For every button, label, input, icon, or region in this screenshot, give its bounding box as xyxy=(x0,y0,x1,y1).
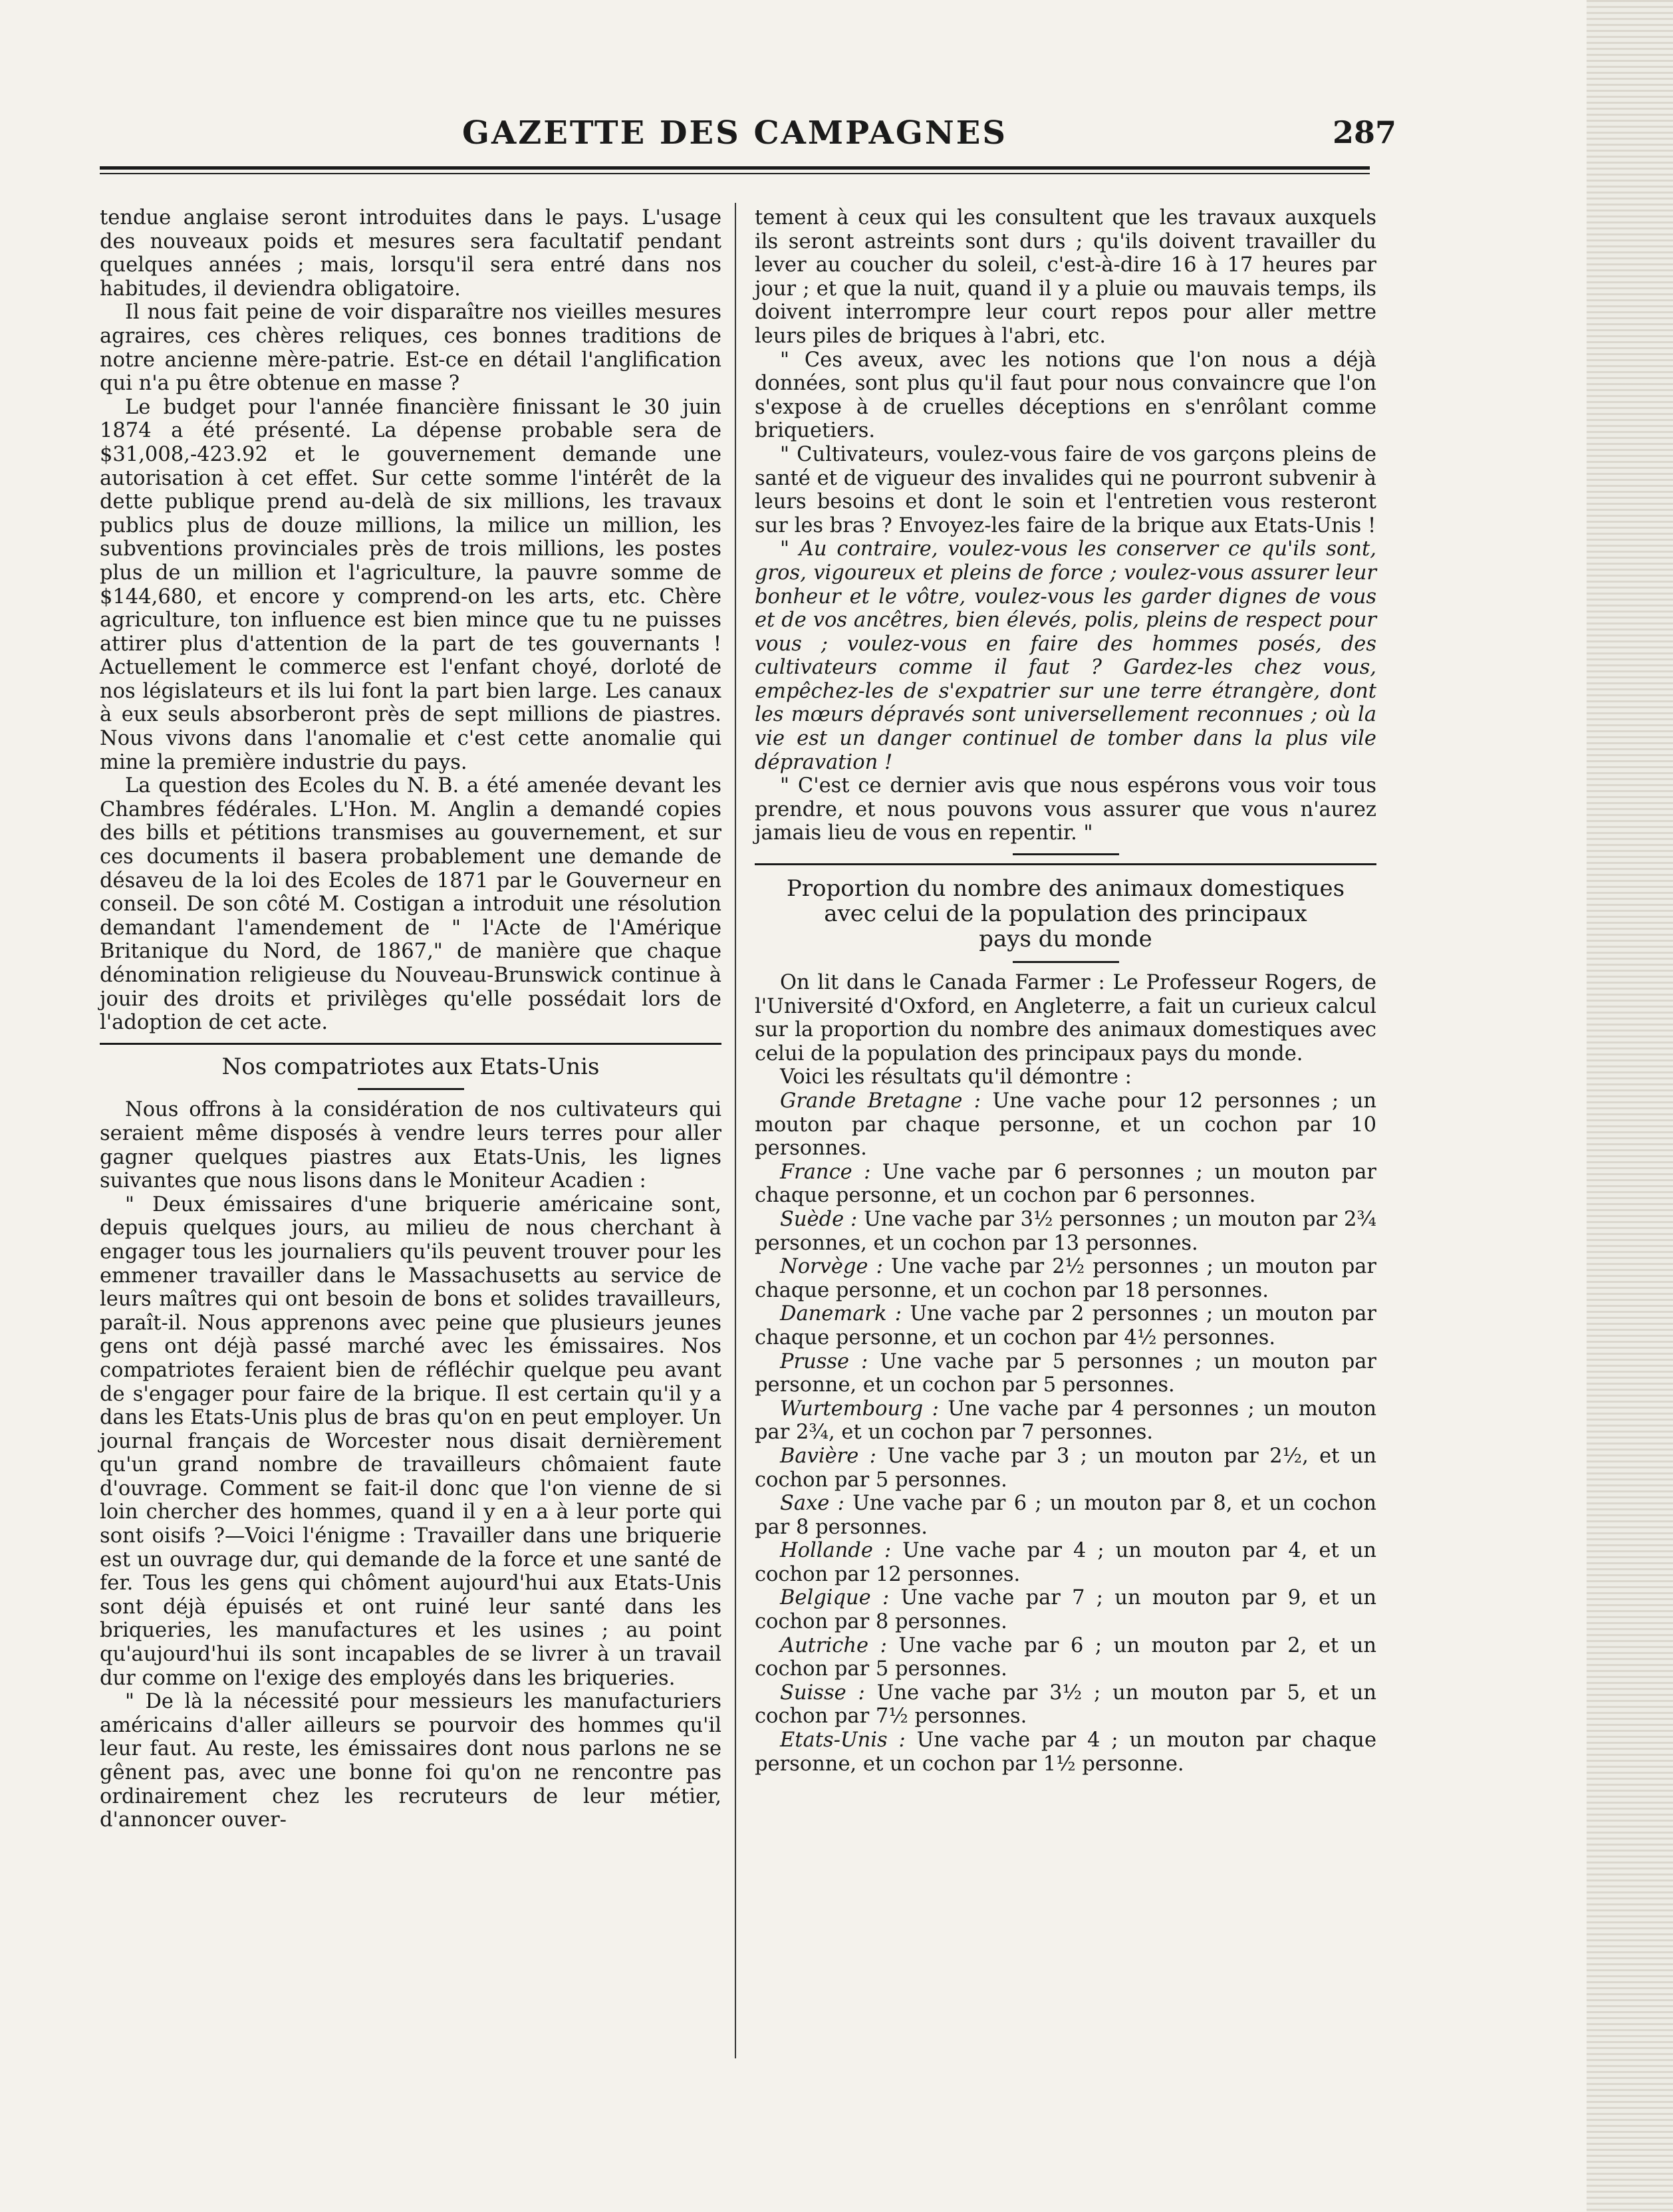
article-paragraph: Il nous fait peine de voir disparaître nos vieilles mesures agraires, ces chères reliques, ces bonnes traditions de notre ancienne mère-patrie. Est-ce en détail l'anglification qui n'a pu être obtenue en masse ? xyxy=(100,301,721,396)
article-paragraph: " C'est ce dernier avis que nous espérons vous voir tous prendre, et nous pouvons vous assurer que vous n'aurez jamais lieu de vous en repentir. " xyxy=(755,774,1376,845)
country-ratios: Une vache pour 12 personnes ; un mouton par chaque personne, et un cochon par 10 personnes. xyxy=(755,1089,1376,1161)
country-entry xyxy=(755,1539,1376,1586)
header-rule-thin xyxy=(100,173,1370,174)
country-ratios: Une vache par 4 ; un mouton par chaque personne, et un cochon par 1½ personne. xyxy=(755,1728,1376,1776)
right-column xyxy=(755,206,1376,1776)
country-entry xyxy=(755,1255,1376,1302)
country-entry xyxy=(755,1208,1376,1255)
article-paragraph: " De là la nécessité pour messieurs les manufacturiers américains d'aller ailleurs se pourvoir des hommes qu'il leur faut. Au reste, les émissaires dont nous parlons ne se gênent pas, avec une bonne foi qu'on ne rencontre pas ordinairement chez les recruteurs de leur métier, d'annoncer ouver- xyxy=(100,1690,721,1832)
article-paragraph: La question des Ecoles du N. B. a été amenée devant les Chambres fédérales. L'Hon. M. Anglin a demandé copies des bills et pétitions transmises au gouvernement, et sur ces documents il basera probablement une demande de désaveu de la loi des Ecoles de 1871 par le Gouverneur en conseil. De son côté M. Costigan a introduit une résolution demandant l'amendement de " l'Acte de l'Amérique Britanique du Nord, de 1867," de manière que chaque dénomination religieuse du Nouveau-Brunswick continue à jouir des droits et privilèges qu'elle possédait lors de l'adoption de cet acte. xyxy=(100,774,721,1035)
heading-underline xyxy=(358,1088,464,1090)
country-entry xyxy=(755,1350,1376,1397)
country-entry xyxy=(755,1586,1376,1633)
country-list xyxy=(755,1089,1376,1776)
article-paragraph: Voici les résultats qu'il démontre : xyxy=(780,1065,1132,1089)
page-header xyxy=(100,106,1396,166)
section-separator xyxy=(1013,853,1119,855)
country-ratios: Une vache par 6 ; un mouton par 2, et un cochon par 5 personnes. xyxy=(755,1633,1376,1681)
country-name: Prusse : xyxy=(780,1349,868,1373)
country-name: Wurtembourg : xyxy=(780,1397,939,1421)
article-paragraph: " Ces aveux, avec les notions que l'on nous a déjà données, sont plus qu'il faut pour nous convaincre que l'on s'expose à de cruelles déceptions en s'enrôlant comme briquetiers. xyxy=(755,348,1376,443)
country-name: Norvège : xyxy=(780,1255,883,1279)
country-ratios: Une vache par 3½ ; un mouton par 5, et un cochon par 7½ personnes. xyxy=(755,1681,1376,1728)
country-ratios: Une vache par 7 ; un mouton par 9, et un cochon par 8 personnes. xyxy=(755,1586,1376,1634)
heading-underline xyxy=(1013,961,1119,963)
country-ratios: Une vache par 2½ personnes ; un mouton par chaque personne, et un cochon par 18 personnes. xyxy=(755,1255,1376,1302)
article-paragraph: " Cultivateurs, voulez-vous faire de vos garçons pleins de santé et de vigueur des invalides qui ne pourront subvenir à leurs besoins et dont le soin et l'entretien vous resteront sur les bras ? Envoyez-les faire de la brique aux Etats-Unis ! xyxy=(755,442,1376,537)
binding-edge xyxy=(1587,0,1673,2212)
newspaper-page xyxy=(100,106,1396,2102)
country-name: Saxe : xyxy=(780,1492,844,1516)
country-name: Suisse : xyxy=(780,1681,865,1705)
country-entry xyxy=(755,1302,1376,1349)
section-rule xyxy=(100,1043,721,1045)
country-name: Belgique : xyxy=(780,1586,890,1610)
article-paragraph: tendue anglaise seront introduites dans le pays. L'usage des nouveaux poids et mesures sera facultatif pendant quelques années ; mais, lorsqu'il sera entré dans nos habitudes, il deviendra obligatoire. xyxy=(100,206,721,301)
section-rule xyxy=(755,863,1376,865)
column-divider xyxy=(735,203,736,2058)
country-name: Danemark : xyxy=(780,1302,902,1326)
country-entry xyxy=(755,1728,1376,1776)
left-column xyxy=(100,206,721,1832)
country-name: Etats-Unis : xyxy=(780,1728,906,1752)
article-paragraph: " Au contraire, voulez-vous les conserver ce qu'ils sont, gros, vigoureux et pleins de force ; voulez-vous assurer leur bonheur et le vôtre, voulez-vous les garder dignes de vous et de vos ancêtres, bien élevés, polis, pleins de respect pour vous ; voulez-vous en faire des hommes posés, des cultivateurs comme il faut ? Gardez-les chez vous, empêchez-les de s'expatrier sur une terre étrangère, dont les mœurs dépravés sont universellement reconnues ; où la vie est un danger continuel de tomber dans la plus vile dépravation ! xyxy=(755,537,1376,774)
country-name: Hollande : xyxy=(780,1539,892,1563)
country-ratios: Une vache par 6 ; un mouton par 8, et un cochon par 8 personnes. xyxy=(755,1492,1376,1539)
article-paragraph: Le budget pour l'année financière finissant le 30 juin 1874 a été présenté. La dépense probable sera de $31,008,-423.92 et le gouvernement demande une autorisation à cet effet. Sur cette somme l'intérêt de la dette publique prend au-delà de six millions, les travaux publics plus de douze millions, la milice un million, les subventions provinciales près de trois millions, les postes plus de un million et l'agriculture, la pauvre somme de $144,680, et encore y comprend-on les arts, etc. Chère agriculture, ton influence est bien mince que tu ne puisses attirer plus d'attention de la part de tes gouvernants ! Actuellement le commerce est l'enfant choyé, dorloté de nos législateurs et ils lui font la part bien large. Les canaux à eux seuls absorberont près de sept millions de piastres. Nous vivons dans l'anomalie et c'est cette anomalie qui mine la première industrie du pays. xyxy=(100,395,721,774)
country-entry xyxy=(755,1161,1376,1208)
country-entry xyxy=(755,1445,1376,1492)
country-entry xyxy=(755,1492,1376,1539)
country-ratios: Une vache par 3½ personnes ; un mouton par 2¾ personnes, et un cochon par 13 personnes. xyxy=(755,1207,1376,1255)
heading-line: Proportion du nombre des animaux domestiques xyxy=(786,875,1345,902)
article-paragraph: Nous offrons à la considération de nos cultivateurs qui seraient même disposés à vendre leurs terres pour aller gagner quelques piastres aux Etats-Unis, les lignes suivantes que nous lisons dans le Moniteur Acadien : xyxy=(100,1098,721,1193)
country-ratios: Une vache par 3 ; un mouton par 2½, et un cochon par 5 personnes. xyxy=(755,1444,1376,1492)
masthead-title: GAZETTE DES CAMPAGNES xyxy=(461,114,1007,152)
article-paragraph: On lit dans le Canada Farmer : Le Professeur Rogers, de l'Université d'Oxford, en Angleterre, a fait un curieux calcul sur la proportion du nombre des animaux domestiques avec celui de la population des principaux pays du monde. xyxy=(755,971,1376,1065)
country-name: Grande Bretagne : xyxy=(780,1089,981,1113)
country-entry xyxy=(755,1397,1376,1445)
country-name: Suède : xyxy=(780,1207,858,1231)
section-heading xyxy=(755,876,1376,952)
country-entry xyxy=(755,1634,1376,1681)
country-ratios: Une vache par 4 ; un mouton par 4, et un cochon par 12 personnes. xyxy=(755,1539,1376,1586)
country-name: France : xyxy=(780,1160,871,1184)
country-name: Autriche : xyxy=(780,1633,887,1657)
header-rule xyxy=(100,166,1370,170)
country-ratios: Une vache par 5 personnes ; un mouton par personne, et un cochon par 5 personnes. xyxy=(755,1349,1376,1397)
country-ratios: Une vache par 6 personnes ; un mouton par chaque personne, et un cochon par 6 personnes. xyxy=(755,1160,1377,1208)
section-heading: Nos compatriotes aux Etats-Unis xyxy=(221,1053,600,1080)
country-name: Bavière : xyxy=(780,1444,876,1468)
article-paragraph: " Deux émissaires d'une briquerie américaine sont, depuis quelques jours, au milieu de nous cherchant à engager tous les journaliers qu'ils peuvent trouver pour les emmener travailler dans le Massachusetts au service de leurs maîtres qui ont besoin de bons et solides travailleurs, paraît-il. Nous apprenons avec peine que plusieurs jeunes gens ont déjà passé marché avec les émissaires. Nos compatriotes feraient bien de réfléchir quelque peu avant de s'engager pour faire de la brique. Il est certain qu'il y a dans les Etats-Unis plus de bras qu'on en peut employer. Un journal français de Worcester nous disait dernièrement qu'un grand nombre de travailleurs chômaient faute d'ouvrage. Comment se fait-il donc que l'on vienne de si loin chercher des hommes, quand il y en a à leur porte qui sont oisifs ?—Voici l'énigme : Travailler dans une briquerie est un ouvrage dur, qui demande de la force et une santé de fer. Tous les gens qui chôment aujourd'hui aux Etats-Unis sont déjà épuisés et ont ruiné leur santé dans les briqueries, les manufactures et les usines ; au point qu'aujourd'hui ils sont incapables de se livrer à un travail dur comme on l'exige des employés dans les briqueries. xyxy=(100,1192,721,1690)
heading-line: pays du monde xyxy=(979,926,1152,953)
page-number: 287 xyxy=(1332,114,1396,150)
country-entry xyxy=(755,1089,1376,1161)
article-paragraph: tement à ceux qui les consultent que les travaux auxquels ils seront astreints sont durs ; qu'ils doivent travailler du lever au coucher du soleil, c'est-à-dire 16 à 17 heures par jour ; et que la nuit, quand il y a pluie ou mauvais temps, ils doivent interrompre leur court repos pour aller mettre leurs piles de briques à l'abri, etc. xyxy=(755,206,1376,348)
country-entry xyxy=(755,1681,1376,1728)
country-ratios: Une vache par 4 personnes ; un mouton par 2¾, et un cochon par 7 personnes. xyxy=(755,1397,1377,1445)
country-ratios: Une vache par 2 personnes ; un mouton par chaque personne, et un cochon par 4½ personnes. xyxy=(755,1302,1377,1349)
heading-line: avec celui de la population des principaux xyxy=(824,900,1307,928)
